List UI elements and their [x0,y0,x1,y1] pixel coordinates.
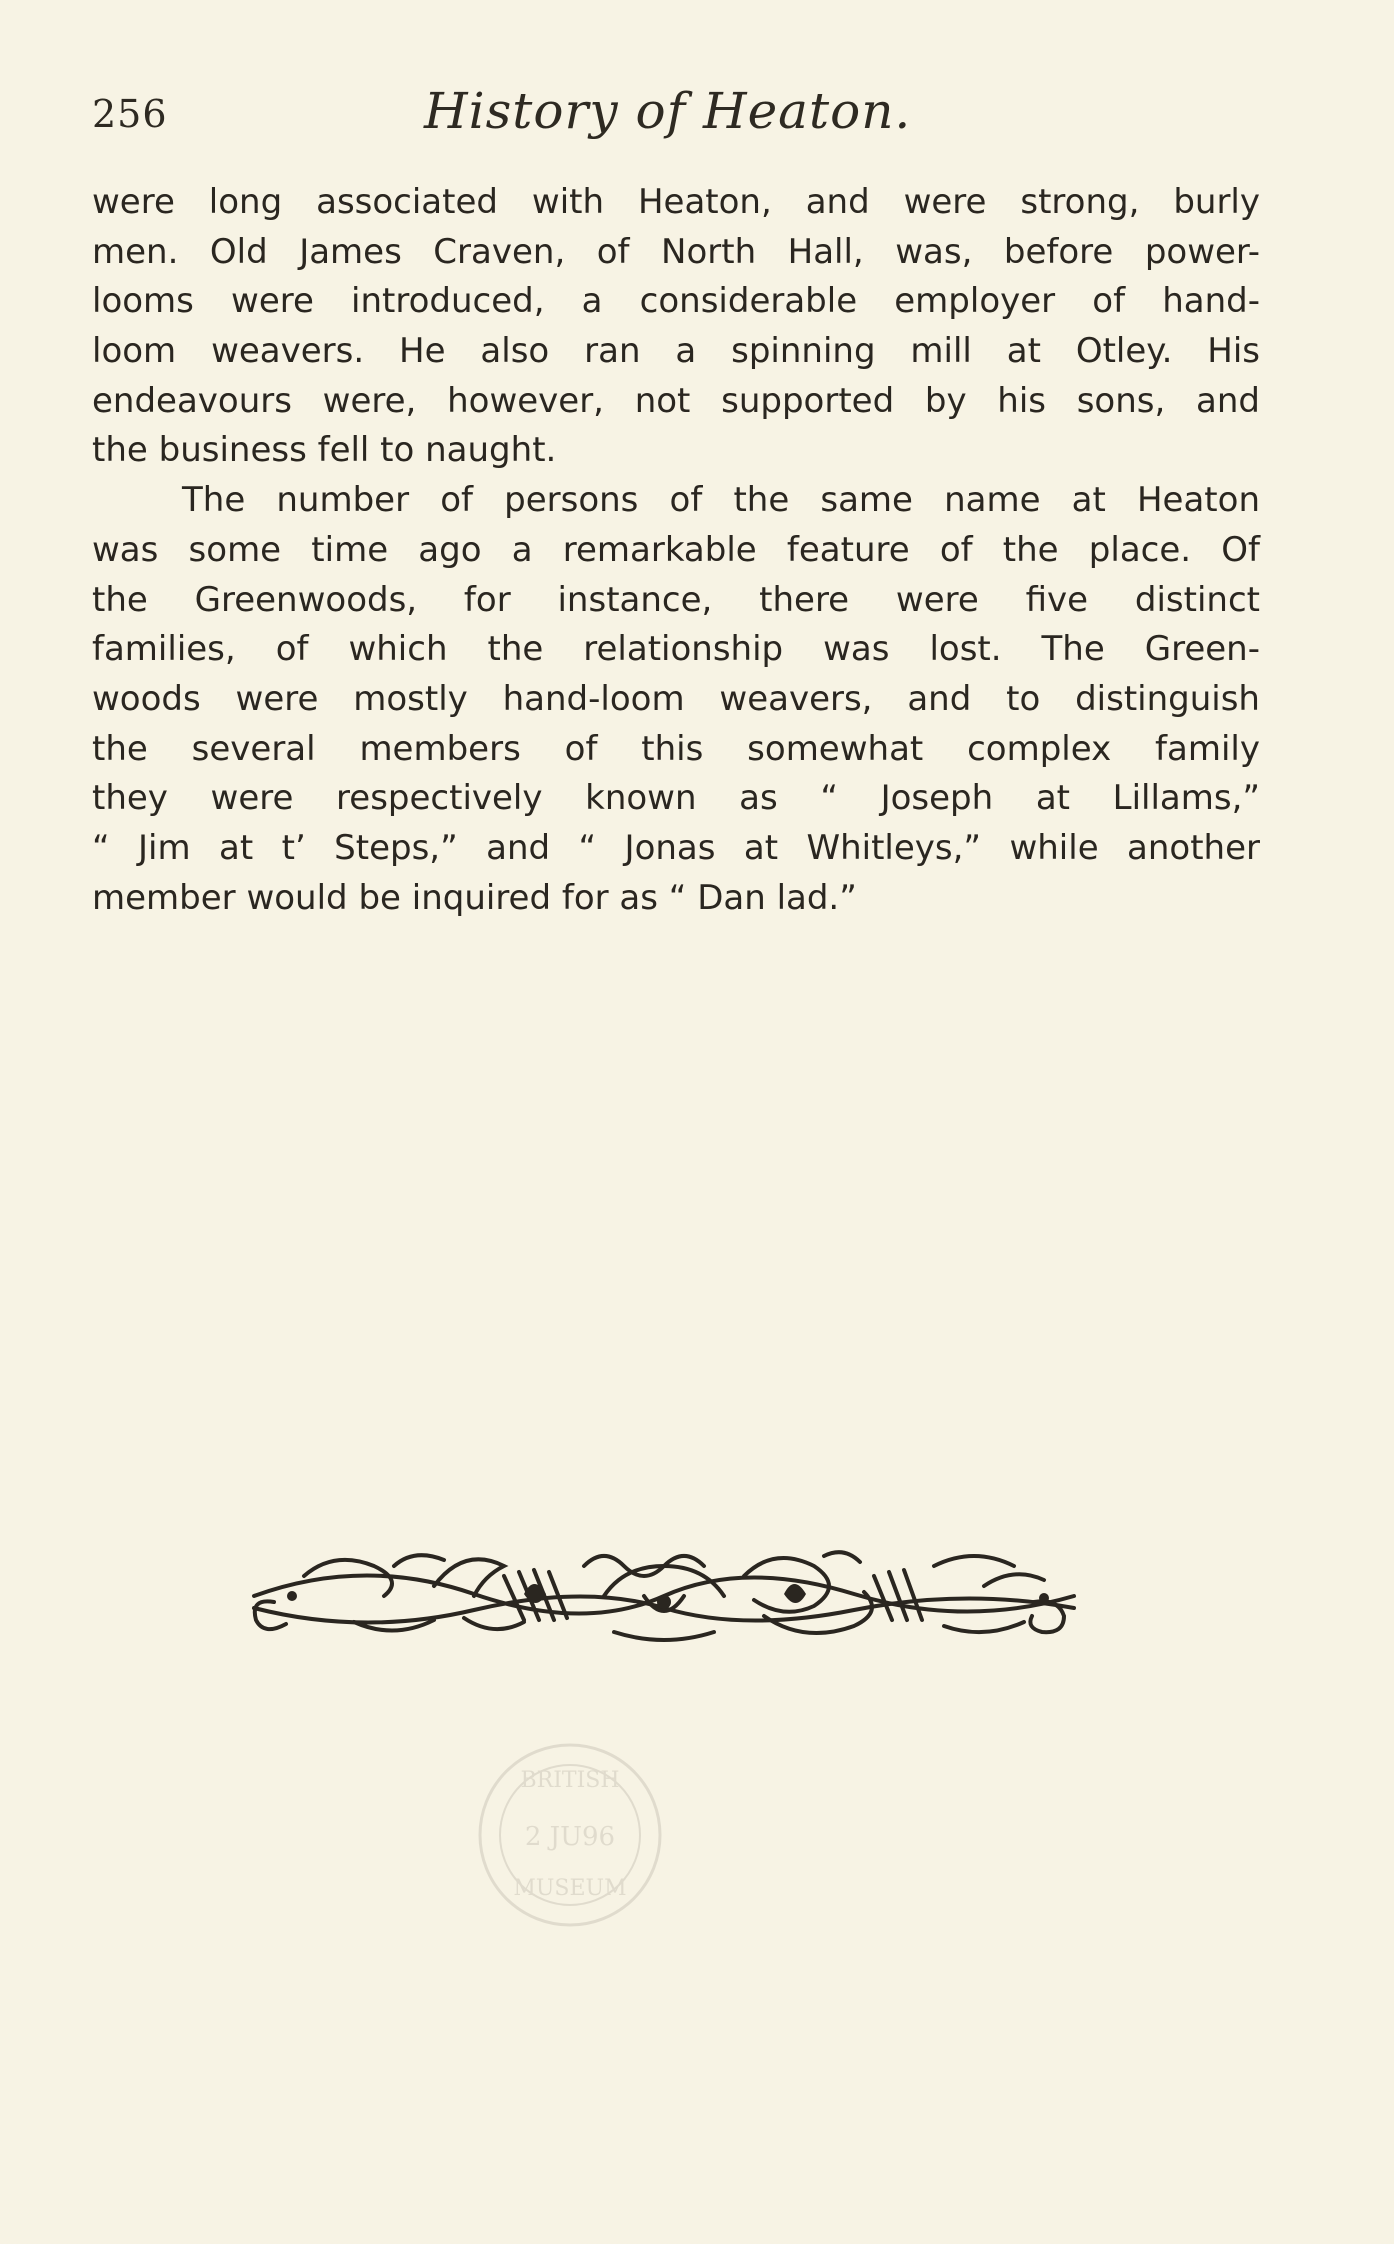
text-line: woods were mostly hand-loom weavers, and to distinguish [92,678,1260,719]
text-line: member would be inquired for as “ Dan lad.” [92,877,857,918]
text-line: the business fell to naught. [92,430,557,471]
tailpiece-ornament [244,1536,1084,1646]
stamp-top-text: BRITISH [520,1768,620,1793]
text-line: men. Old James Craven, of North Hall, was, before power- [92,231,1260,272]
text-line: endeavours were, however, not supported by his sons, and [92,380,1260,421]
library-stamp [470,1735,670,1935]
running-head [92,82,1262,152]
stamp-middle-text: 2 JU96 [524,1822,616,1852]
stamp-bottom-text: MUSEUM [513,1876,627,1901]
text-line: was some time ago a remarkable feature of the place. Of [92,529,1260,570]
text-line: The number of persons of the same name at Heaton [182,480,1260,521]
text-line: the Greenwoods, for instance, there were five distinct [92,579,1260,620]
page-number: 256 [92,92,168,136]
text-line: were long associated with Heaton, and were strong, burly [92,182,1260,222]
text-line: “ Jim at t’ Steps,” and “ Jonas at Whitleys,” while another [92,827,1260,868]
text-line: the several members of this somewhat complex family [92,728,1260,769]
text-line: loom weavers. He also ran a spinning mill at Otley. His [92,331,1260,372]
text-line: they were respectively known as “ Joseph at Lillams,” [92,778,1260,819]
body-text [92,178,1260,923]
running-title: History of Heaton. [424,82,912,140]
text-line: looms were introduced, a considerable employer of hand- [92,281,1260,322]
text-line: families, of which the relationship was lost. The Green- [92,629,1260,670]
